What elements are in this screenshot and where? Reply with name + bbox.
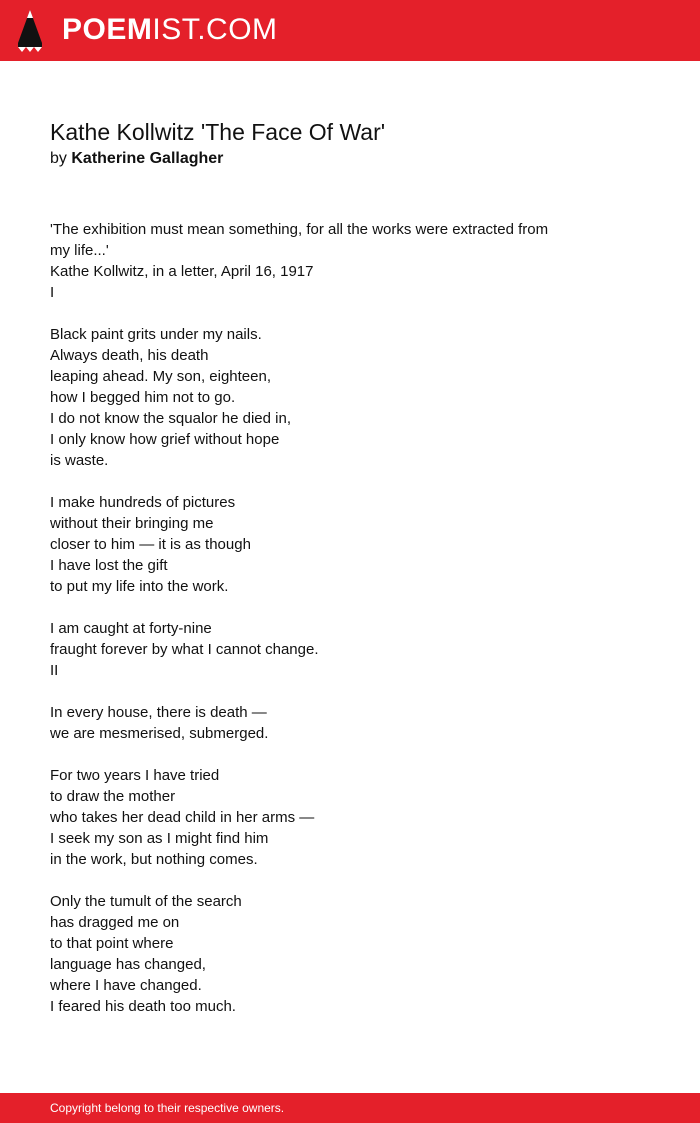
poem-line: 'The exhibition must mean something, for all the works were extracted from	[50, 221, 549, 238]
site-logo-link[interactable]	[62, 12, 278, 48]
poem-body	[50, 219, 650, 1017]
poem-line: For two years I have tried	[50, 767, 220, 784]
poem-line: I do not know the squalor he died in,	[50, 410, 291, 427]
stanza-break	[50, 597, 650, 618]
poem-line: to put my life into the work.	[50, 578, 229, 595]
poem-line: I seek my son as I might find him	[50, 830, 269, 847]
stanza-break	[50, 471, 650, 492]
pencil-logo-icon[interactable]	[16, 9, 44, 53]
poem-line: language has changed,	[50, 956, 206, 973]
poem-line: I have lost the gift	[50, 557, 168, 574]
stanza-break	[50, 744, 650, 765]
logo-text-bold: POEM	[62, 13, 153, 46]
poem-line: where I have changed.	[50, 977, 202, 994]
poem-line: I make hundreds of pictures	[50, 494, 236, 511]
poem-line: who takes her dead child in her arms —	[50, 809, 315, 826]
poem-line: we are mesmerised, submerged.	[50, 725, 269, 742]
poem-line: I only know how grief without hope	[50, 431, 280, 448]
byline-prefix: by	[50, 150, 67, 167]
poem-line: is waste.	[50, 452, 109, 469]
poem-line: fraught forever by what I cannot change.	[50, 641, 319, 658]
poem-line: Kathe Kollwitz, in a letter, April 16, 1917	[50, 263, 314, 280]
site-header	[0, 0, 700, 61]
poem-line: without their bringing me	[50, 515, 214, 532]
stanza-break	[50, 870, 650, 891]
poem-line: closer to him — it is as though	[50, 536, 251, 553]
logo-text-light: IST.COM	[152, 13, 278, 46]
poem-line: I am caught at forty-nine	[50, 620, 212, 637]
poem-line: In every house, there is death —	[50, 704, 267, 721]
stanza-break	[50, 681, 650, 702]
poem-line: in the work, but nothing comes.	[50, 851, 258, 868]
poem-line: II	[50, 662, 59, 679]
poem-line: Only the tumult of the search	[50, 893, 242, 910]
copyright-text: Copyright belong to their respective owners.	[50, 1101, 285, 1115]
poem-author: Katherine Gallagher	[71, 150, 224, 167]
poem-line: leaping ahead. My son, eighteen,	[50, 368, 271, 385]
site-footer	[0, 1093, 700, 1123]
poem-line: Black paint grits under my nails.	[50, 326, 262, 343]
poem-line: to draw the mother	[50, 788, 176, 805]
poem-line: my life...'	[50, 242, 109, 259]
poem-line: Always death, his death	[50, 347, 209, 364]
stanza-break	[50, 303, 650, 324]
poem-byline	[50, 149, 223, 169]
poem-line: has dragged me on	[50, 914, 180, 931]
poem-line: how I begged him not to go.	[50, 389, 236, 406]
poem-line: I	[50, 284, 55, 301]
poem-line: to that point where	[50, 935, 174, 952]
poem-title: Kathe Kollwitz 'The Face Of War'	[50, 119, 386, 145]
poem-line: I feared his death too much.	[50, 998, 236, 1015]
